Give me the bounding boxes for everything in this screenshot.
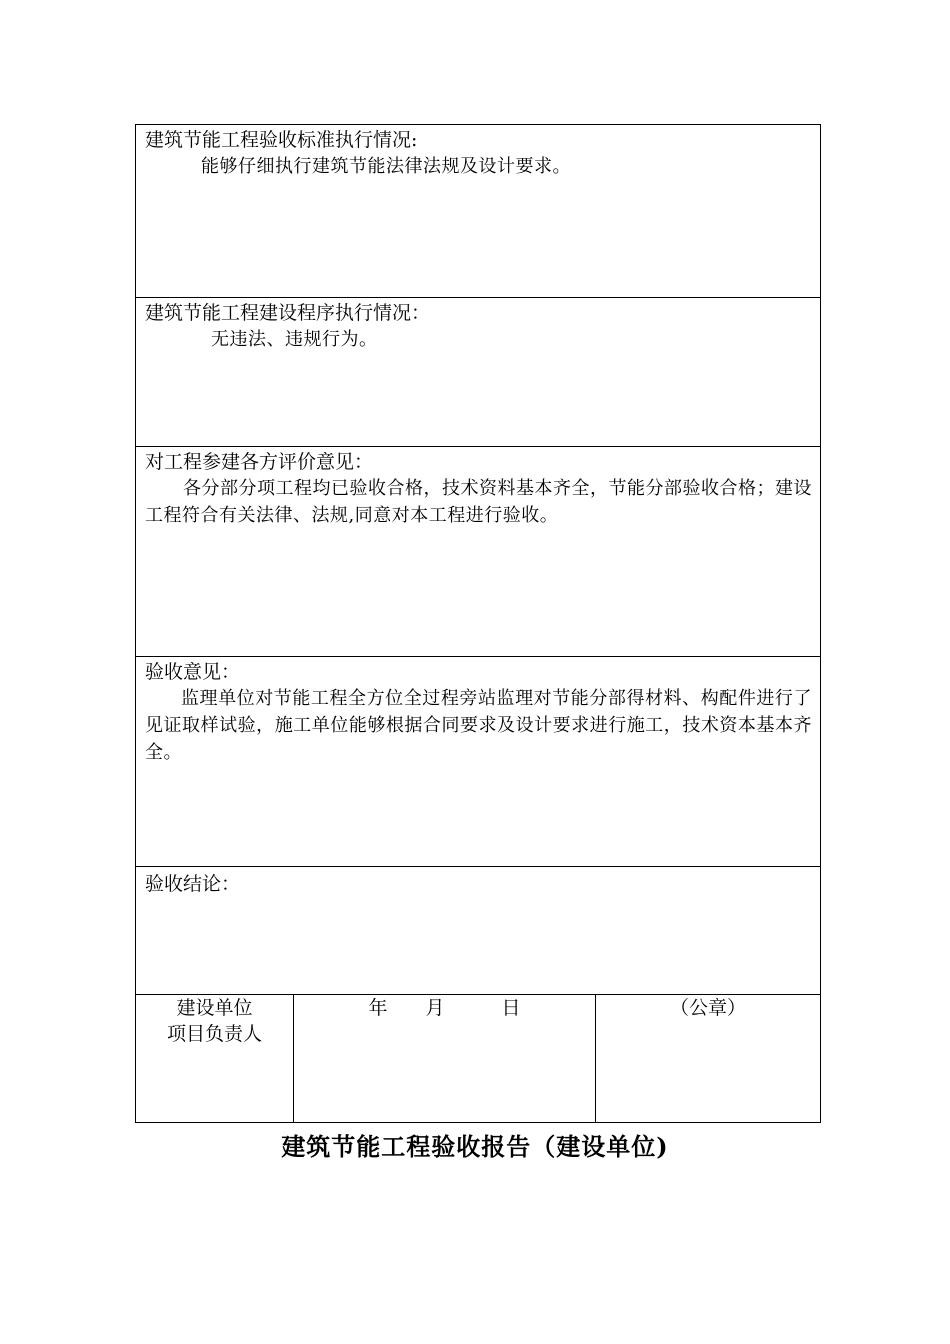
evaluation-label: 对工程参建各方评价意见： xyxy=(145,451,374,473)
evaluation-cell xyxy=(136,447,821,657)
project-leader-label: 项目负责人 xyxy=(166,1023,262,1045)
conclusion-label: 验收结论： xyxy=(145,873,241,895)
acceptance-form-table xyxy=(135,124,821,1123)
opinion-label: 验收意见： xyxy=(145,661,241,683)
standard-label: 建筑节能工程验收标准执行情况: xyxy=(145,129,418,151)
date-line: 年 月 日 xyxy=(368,997,521,1019)
procedure-body: 无违法、违规行为。 xyxy=(211,329,378,350)
conclusion-row xyxy=(136,867,821,995)
opinion-body: 监理单位对节能工程全方位全过程旁站监理对节能分部得材料、构配件进行了见证取样试验，施工单位能够根据合同要求及设计要求进行施工，技术资本基本齐全。 xyxy=(145,688,812,763)
procedure-cell xyxy=(136,298,821,447)
construction-unit-label: 建设单位 xyxy=(176,997,253,1019)
procedure-section xyxy=(136,298,820,353)
evaluation-row xyxy=(136,447,821,657)
evaluation-body: 各分部分项工程均已验收合格，技术资料基本齐全，节能分部验收合格；建设工程符合有关法律、法规,同意对本工程进行验收。 xyxy=(145,478,812,526)
official-seal-label: （公章） xyxy=(669,997,746,1019)
conclusion-cell xyxy=(136,867,821,995)
procedure-row xyxy=(136,298,821,447)
procedure-label: 建筑节能工程建设程序执行情况： xyxy=(145,302,431,324)
responsible-person-cell xyxy=(136,995,294,1123)
standard-row xyxy=(136,125,821,298)
conclusion-section xyxy=(136,867,820,897)
standard-body: 能够仔细执行建筑节能法律法规及设计要求。 xyxy=(201,156,571,177)
seal-cell xyxy=(596,995,821,1123)
standard-cell xyxy=(136,125,821,298)
report-title: 建筑节能工程验收报告（建设单位) xyxy=(281,1132,669,1161)
opinion-section xyxy=(136,657,820,766)
signature-row xyxy=(136,995,821,1123)
standard-section xyxy=(136,125,820,180)
opinion-cell xyxy=(136,657,821,867)
opinion-row xyxy=(136,657,821,867)
evaluation-section xyxy=(136,447,820,529)
date-cell xyxy=(294,995,596,1123)
